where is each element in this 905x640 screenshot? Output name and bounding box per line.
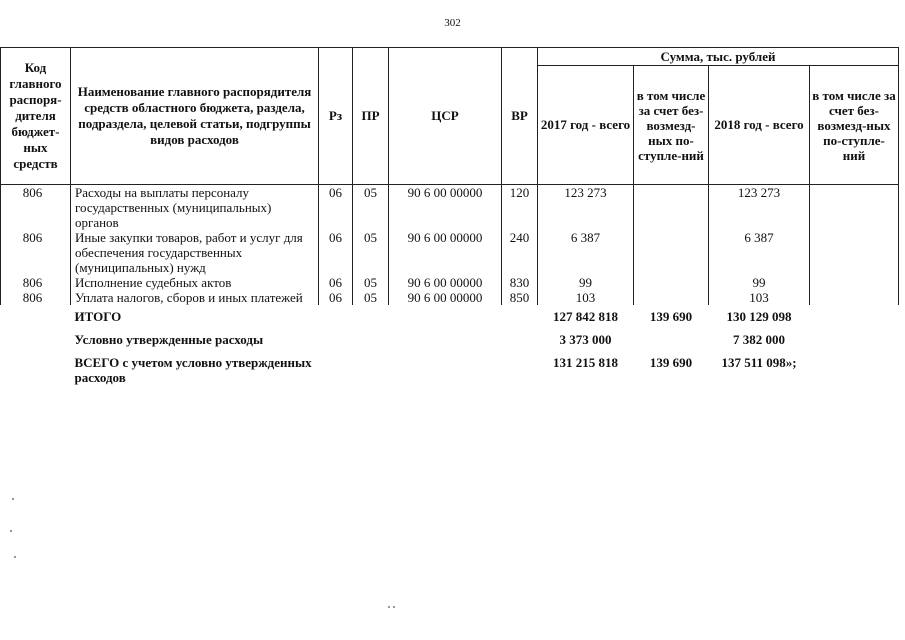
row-2018-free <box>810 275 899 290</box>
row-csr: 90 6 00 00000 <box>389 290 502 305</box>
table-row <box>1 290 899 305</box>
row-2017-free <box>634 290 709 305</box>
total-2017: 127 842 818 <box>553 309 618 324</box>
row-code: 806 <box>1 290 71 305</box>
total-2018: 7 382 000 <box>733 332 785 347</box>
row-rz: 06 <box>319 185 353 231</box>
row-rz: 06 <box>319 290 353 305</box>
row-2017-free <box>634 275 709 290</box>
row-csr: 90 6 00 00000 <box>389 275 502 290</box>
row-name: Расходы на выплаты персоналу государственных (муниципальных) органов <box>71 185 319 231</box>
total-2018: 130 129 098 <box>726 309 792 324</box>
total-row-itogo <box>1 305 899 328</box>
total-2018: 137 511 098»; <box>721 355 797 370</box>
row-vr: 120 <box>502 185 538 231</box>
row-csr: 90 6 00 00000 <box>389 185 502 231</box>
header-vr: ВР <box>502 48 538 185</box>
total-name: ИТОГО <box>74 309 122 324</box>
total-2017: 3 373 000 <box>559 332 612 347</box>
row-code: 806 <box>1 230 71 275</box>
row-name: Иные закупки товаров, работ и услуг для обеспечения государственных (муниципальных) нужд <box>71 230 319 275</box>
header-2017-free: в том числе за счет без-возмезд-ных по-ступле-ний <box>634 66 709 185</box>
row-2017-total: 123 273 <box>538 185 634 231</box>
row-rz: 06 <box>319 275 353 290</box>
row-2018-total: 6 387 <box>709 230 810 275</box>
row-vr: 240 <box>502 230 538 275</box>
row-2018-total: 99 <box>709 275 810 290</box>
row-2017-total: 103 <box>538 290 634 305</box>
row-csr: 90 6 00 00000 <box>389 230 502 275</box>
row-2017-free <box>634 230 709 275</box>
total-row-grand <box>1 351 899 389</box>
budget-table <box>0 47 899 389</box>
row-rz: 06 <box>319 230 353 275</box>
header-sum-title: Сумма, тыс. рублей <box>538 48 899 66</box>
row-pr: 05 <box>353 230 389 275</box>
row-2017-total: 99 <box>538 275 634 290</box>
header-name: Наименование главного распорядителя средств областного бюджета, раздела, подраздела, целевой статьи, подгруппы видов расходов <box>71 48 319 185</box>
total-row-conditional <box>1 328 899 351</box>
total-2018-free <box>810 351 899 389</box>
header-2017-total: 2017 год - всего <box>538 66 634 185</box>
total-2017-free: 139 690 <box>649 309 693 324</box>
row-2018-total: 103 <box>709 290 810 305</box>
total-2018-free <box>810 305 899 328</box>
header-code: Код главного распоря-дителя бюджет-ных средств <box>1 48 71 185</box>
header-2018-free: в том числе за счет без-возмезд-ных по-ступле-ний <box>810 66 899 185</box>
scan-speck <box>388 606 390 608</box>
total-2017: 131 215 818 <box>553 355 618 370</box>
row-name: Исполнение судебных актов <box>71 275 319 290</box>
scan-speck <box>14 556 16 558</box>
total-2017-free <box>634 328 709 351</box>
row-2018-total: 123 273 <box>709 185 810 231</box>
header-2018-total: 2018 год - всего <box>709 66 810 185</box>
table-row <box>1 230 899 275</box>
row-pr: 05 <box>353 275 389 290</box>
total-name: Условно утвержденные расходы <box>74 332 264 347</box>
row-vr: 850 <box>502 290 538 305</box>
row-pr: 05 <box>353 185 389 231</box>
scan-speck <box>12 498 14 500</box>
row-vr: 830 <box>502 275 538 290</box>
row-2018-free <box>810 290 899 305</box>
row-pr: 05 <box>353 290 389 305</box>
header-rz: Рз <box>319 48 353 185</box>
scan-speck <box>393 606 395 608</box>
total-name: ВСЕГО с учетом условно утвержденных расходов <box>74 355 312 385</box>
header-pr: ПР <box>353 48 389 185</box>
page-number: 302 <box>444 17 461 29</box>
total-2017-free: 139 690 <box>649 355 693 370</box>
row-code: 806 <box>1 275 71 290</box>
row-2018-free <box>810 185 899 231</box>
scan-speck <box>10 530 12 532</box>
row-2017-free <box>634 185 709 231</box>
table-row <box>1 185 899 231</box>
row-code: 806 <box>1 185 71 231</box>
row-2018-free <box>810 230 899 275</box>
row-name: Уплата налогов, сборов и иных платежей <box>71 290 319 305</box>
row-2017-total: 6 387 <box>538 230 634 275</box>
table-row <box>1 275 899 290</box>
header-csr: ЦСР <box>389 48 502 185</box>
total-2018-free <box>810 328 899 351</box>
